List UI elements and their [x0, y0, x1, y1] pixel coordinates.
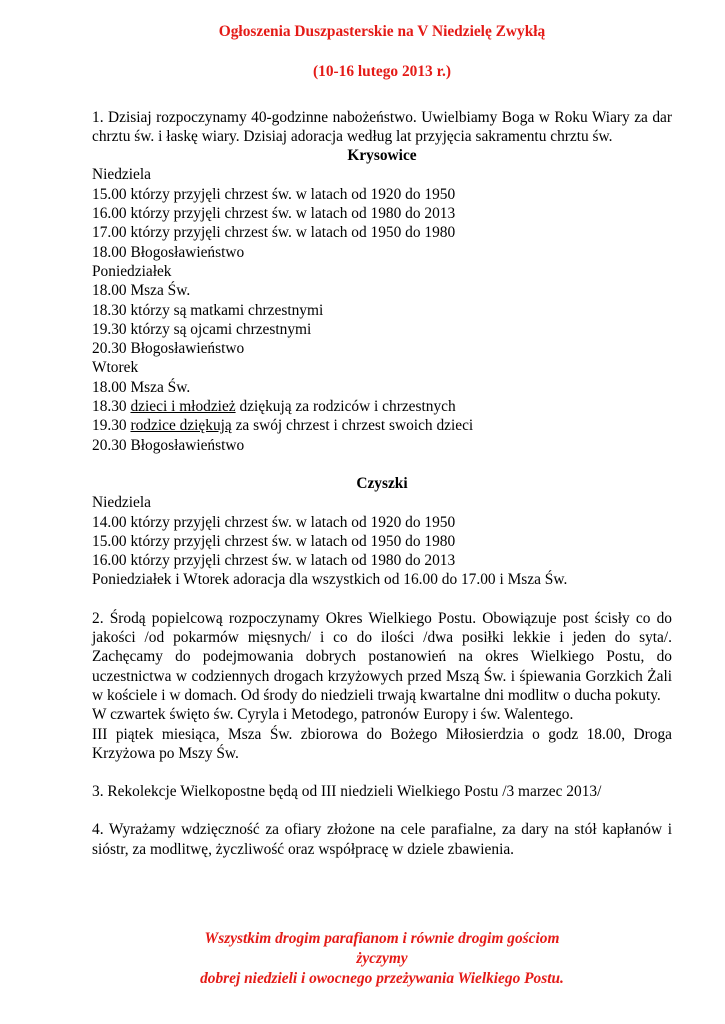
schedule-line: 18.30 którzy są matkami chrzestnymi	[92, 301, 324, 319]
document-title: Ogłoszenia Duszpasterskie na V Niedzielę Zwykłą	[218, 23, 546, 40]
closing-line-2: życzymy	[356, 950, 408, 967]
closing-line-3: dobrej niedzieli i owocnego przeżywania Wielkiego Postu.	[200, 970, 564, 987]
spacer	[92, 455, 672, 474]
spacer	[92, 801, 672, 820]
schedule-text: za swój chrzest i chrzest swoich dzieci	[231, 417, 474, 435]
closing-wishes	[92, 929, 672, 989]
announcement-item-2-thursday: W czwartek święto św. Cyryla i Metodego, patronów Europy i św. Walentego.	[92, 706, 574, 724]
underlined-phrase: dzieci i młodzież	[130, 398, 236, 416]
schedule-line: 16.00 którzy przyjęli chrzest św. w latach od 1980 do 2013	[92, 205, 456, 223]
schedule-text: dziękują za rodziców i chrzestnych	[235, 398, 456, 416]
schedule-line: Poniedziałek i Wtorek adoracja dla wszystkich od 16.00 do 17.00 i Msza Św.	[92, 571, 568, 589]
krysowice-schedule	[92, 165, 672, 454]
announcement-item-1: 1. Dzisiaj rozpoczynamy 40-godzinne nabożeństwo. Uwielbiamy Boga w Roku Wiary za dar chrztu św. i łaskę wiary. Dzisiaj adoracja według lat przyjęcia sakramentu chrztu św.	[92, 108, 672, 145]
schedule-line: 20.30 Błogosławieństwo	[92, 340, 245, 358]
schedule-line: Niedziela	[92, 166, 151, 184]
schedule-line: 19.30 którzy są ojcami chrzestnymi	[92, 320, 312, 338]
schedule-line: 18.00 Msza Św.	[92, 378, 191, 396]
closing-line-1: Wszystkim drogim parafianom i równie drogim gościom	[204, 930, 560, 947]
schedule-line-1830	[92, 397, 672, 416]
schedule-time: 18.30	[92, 398, 131, 416]
announcement-item-2-friday: III piątek miesiąca, Msza Św. zbiorowa do Bożego Miłosierdzia o godz 18.00, Droga Krzyżowa po Mszy Św.	[92, 725, 672, 762]
announcement-item-2: 2. Środą popielcową rozpoczynamy Okres Wielkiego Postu. Obowiązuje post ścisły co do jakości /od pokarmów mięsnych/ i co do ilości /dwa posiłki lekkie i jeden do syta/. Zachęcamy do podejmowania dobrych postanowień na okres Wielkiego Postu, do uczestnictwa w codziennych drogach krzyżowych przed Mszą Św. i śpiewania Gorzkich Żali w kościele i w domach. Od środy do niedzieli trwają kwartalne dni modlitw o ducha pokuty.	[92, 609, 672, 704]
schedule-line: 17.00 którzy przyjęli chrzest św. w latach od 1950 do 1980	[92, 224, 456, 242]
schedule-line: 18.00 Błogosławieństwo	[92, 243, 245, 261]
schedule-line: 18.00 Msza Św.	[92, 282, 191, 300]
czyszki-schedule	[92, 493, 672, 589]
schedule-line: 15.00 którzy przyjęli chrzest św. w latach od 1920 do 1950	[92, 185, 456, 203]
underlined-phrase: rodzice dziękują	[130, 417, 232, 435]
document-date-range: (10-16 lutego 2013 r.)	[313, 63, 451, 81]
schedule-time: 19.30	[92, 417, 131, 435]
schedule-line: 15.00 którzy przyjęli chrzest św. w latach od 1950 do 1980	[92, 532, 456, 550]
announcement-item-3: 3. Rekolekcje Wielkopostne będą od III niedzieli Wielkiego Postu /3 marzec 2013/	[92, 783, 602, 801]
schedule-line: 14.00 którzy przyjęli chrzest św. w latach od 1920 do 1950	[92, 513, 456, 531]
section-heading-czyszki: Czyszki	[356, 474, 408, 492]
schedule-line: 16.00 którzy przyjęli chrzest św. w latach od 1980 do 2013	[92, 552, 456, 570]
spacer	[92, 590, 672, 609]
schedule-line: Niedziela	[92, 494, 151, 512]
schedule-line-1930	[92, 416, 672, 435]
spacer	[92, 763, 672, 782]
announcement-document	[92, 22, 672, 859]
section-heading-krysowice: Krysowice	[347, 147, 417, 165]
announcement-item-4: 4. Wyrażamy wdzięczność za ofiary złożone na cele parafialne, za dary na stół kapłanów i sióstr, za modlitwę, życzliwość oraz współpracę w dziele zbawienia.	[92, 821, 672, 858]
schedule-line: Poniedziałek	[92, 262, 172, 280]
schedule-line: 20.30 Błogosławieństwo	[92, 436, 245, 454]
schedule-line: Wtorek	[92, 359, 139, 377]
